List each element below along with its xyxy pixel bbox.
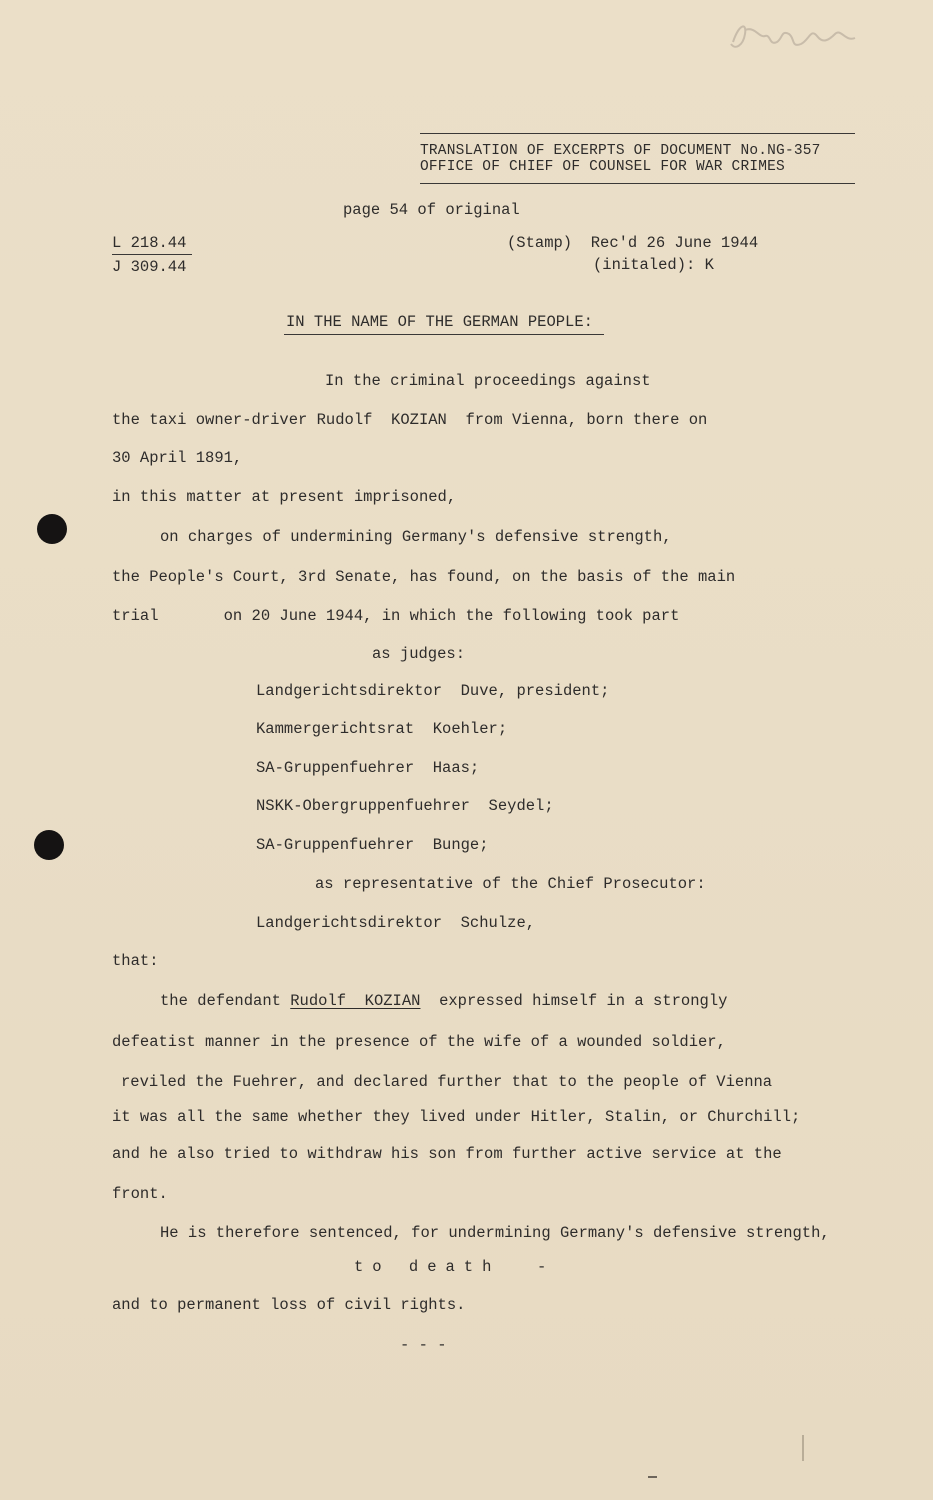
sentence-line-3: and to permanent loss of civil rights. <box>112 1296 466 1314</box>
judge-4: NSKK-Obergruppenfuehrer Seydel; <box>256 797 554 815</box>
judge-5: SA-Gruppenfuehrer Bunge; <box>256 836 489 854</box>
defendant-name: Rudolf KOZIAN <box>290 992 421 1010</box>
intro-line-1: In the criminal proceedings against <box>325 372 651 390</box>
file-number-rule <box>112 254 192 255</box>
that-label: that: <box>112 952 159 970</box>
header-bottom-rule <box>420 183 855 184</box>
judge-2: Kammergerichtsrat Koehler; <box>256 720 508 738</box>
prosecutor-label: as representative of the Chief Prosecutor: <box>315 875 706 893</box>
file-number-2: J 309.44 <box>112 258 187 276</box>
header-line-2: OFFICE OF CHIEF OF COUNSEL FOR WAR CRIMES <box>420 159 785 175</box>
finding-suffix: expressed himself in a strongly <box>420 992 728 1010</box>
judge-3: SA-Gruppenfuehrer Haas; <box>256 759 480 777</box>
finding-line-5: and he also tried to withdraw his son from further active service at the <box>112 1145 782 1163</box>
punch-hole-top <box>37 514 67 544</box>
header-line-1: TRANSLATION OF EXCERPTS OF DOCUMENT No.NG-357 <box>420 143 821 159</box>
file-number-1: L 218.44 <box>112 234 187 252</box>
finding-line-4: it was all the same whether they lived under Hitler, Stalin, or Churchill; <box>112 1108 801 1126</box>
header-top-rule <box>420 133 855 134</box>
charges-line: on charges of undermining Germany's defensive strength, <box>160 528 672 546</box>
finding-line-6: front. <box>112 1185 168 1203</box>
paper-mark-1 <box>802 1435 804 1461</box>
punch-hole-bottom <box>34 830 64 860</box>
sentence-line-1: He is therefore sentenced, for undermining Germany's defensive strength, <box>160 1224 830 1242</box>
finding-line-2: defeatist manner in the presence of the wife of a wounded soldier, <box>112 1033 726 1051</box>
court-line-1: the People's Court, 3rd Senate, has found, on the basis of the main <box>112 568 736 586</box>
page-reference: page 54 of original <box>343 201 520 219</box>
court-line-2: trial on 20 June 1944, in which the following took part <box>112 607 680 625</box>
intro-line-4: in this matter at present imprisoned, <box>112 488 457 506</box>
stamp-line-1: (Stamp) Rec'd 26 June 1944 <box>507 234 759 252</box>
prosecutor-name: Landgerichtsdirektor Schulze, <box>256 914 536 932</box>
heading-underline <box>284 334 604 335</box>
intro-line-2: the taxi owner-driver Rudolf KOZIAN from Vienna, born there on <box>112 411 708 429</box>
handwritten-note <box>725 16 865 56</box>
finding-prefix: the defendant <box>160 992 291 1010</box>
finding-line-1 <box>160 992 727 1010</box>
sentence-line-2: to death - <box>354 1258 556 1276</box>
end-mark: - - - <box>400 1336 447 1354</box>
judges-label: as judges: <box>372 645 466 663</box>
document-heading: IN THE NAME OF THE GERMAN PEOPLE: <box>286 313 593 331</box>
judge-1: Landgerichtsdirektor Duve, president; <box>256 682 610 700</box>
finding-line-3: reviled the Fuehrer, and declared further that to the people of Vienna <box>121 1073 773 1091</box>
stamp-line-2: (initaled): K <box>593 256 714 274</box>
paper-mark-2 <box>648 1476 657 1478</box>
intro-line-3: 30 April 1891, <box>112 449 243 467</box>
